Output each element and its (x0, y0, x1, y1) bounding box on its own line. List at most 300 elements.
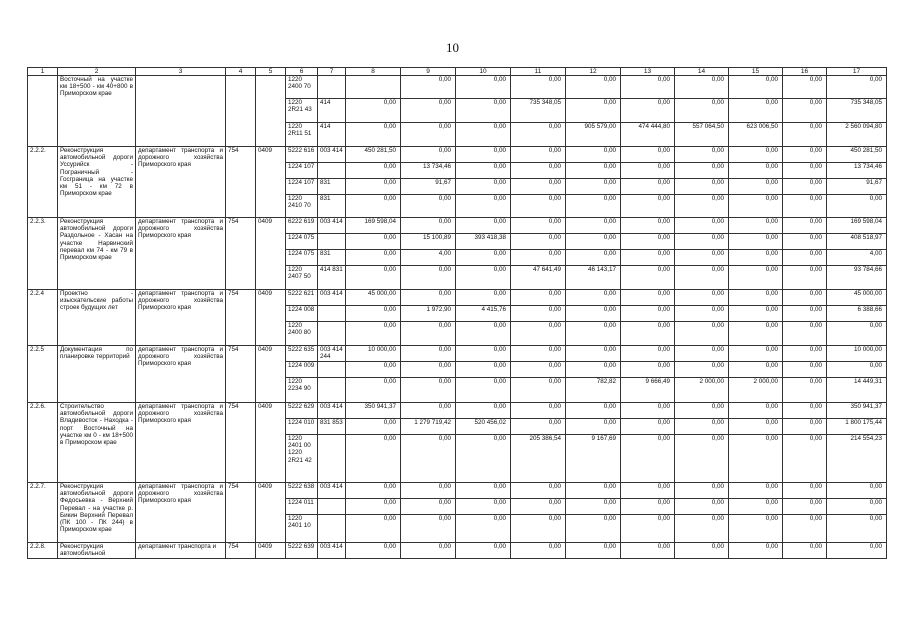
amount-cell: 9 167,69 (566, 435, 621, 483)
table-row (28, 290, 887, 306)
amount-cell: 0,00 (511, 499, 566, 515)
amount-cell: 0,00 (621, 290, 675, 306)
amount-cell: 0,00 (827, 195, 887, 218)
expense-type (318, 378, 346, 403)
code-section: 0409 (256, 346, 286, 403)
amount-cell: 0,00 (827, 515, 887, 543)
amount-cell: 0,00 (675, 99, 729, 123)
item-number: 2.2.6. (28, 403, 58, 483)
item-number: 2.2.5 (28, 346, 58, 403)
amount-cell: 0,00 (346, 195, 401, 218)
amount-cell: 13 734,46 (401, 163, 456, 179)
amount-cell: 905 579,00 (566, 123, 621, 147)
amount-cell: 4,00 (827, 250, 887, 266)
code-section (256, 76, 286, 147)
item-number: 2.2.3. (28, 218, 58, 290)
target-code: 1224 010 (286, 419, 318, 435)
expense-type: 831 (318, 250, 346, 266)
code-grbs: 754 (226, 290, 256, 346)
amount-cell: 0,00 (566, 362, 621, 378)
amount-cell: 0,00 (346, 378, 401, 403)
expense-type: 003 414 (318, 147, 346, 163)
target-code: 1224 011 (286, 499, 318, 515)
amount-cell: 0,00 (346, 515, 401, 543)
amount-cell: 0,00 (401, 346, 456, 362)
code-section: 0409 (256, 403, 286, 483)
amount-cell: 91,67 (401, 179, 456, 195)
amount-cell: 0,00 (675, 76, 729, 99)
amount-cell: 0,00 (621, 515, 675, 543)
amount-cell: 0,00 (456, 218, 511, 234)
amount-cell: 0,00 (675, 403, 729, 419)
amount-cell: 6 388,66 (827, 306, 887, 322)
amount-cell: 0,00 (783, 378, 827, 403)
amount-cell: 0,00 (566, 499, 621, 515)
expense-type (318, 515, 346, 543)
amount-cell: 0,00 (729, 290, 783, 306)
column-header: 10 (456, 68, 511, 76)
amount-cell: 0,00 (729, 147, 783, 163)
amount-cell: 0,00 (401, 290, 456, 306)
column-header: 6 (286, 68, 318, 76)
amount-cell: 0,00 (511, 163, 566, 179)
amount-cell: 0,00 (456, 179, 511, 195)
amount-cell: 1 972,90 (401, 306, 456, 322)
amount-cell: 0,00 (783, 543, 827, 559)
amount-cell: 0,00 (783, 346, 827, 362)
target-code: 6222 619 (286, 218, 318, 234)
target-code: 1220 2400 70 (286, 76, 318, 99)
amount-cell: 474 444,80 (621, 123, 675, 147)
item-number: 2.2.7. (28, 483, 58, 543)
amount-cell: 0,00 (401, 499, 456, 515)
target-code: 1220 2400 80 (286, 322, 318, 346)
item-name: Строительство автомобильной дороги Владивосток - Находка - порт Восточный на участке км 0 - км 18+500 в Приморском крае (58, 403, 136, 483)
column-header: 1 (28, 68, 58, 76)
amount-cell: 0,00 (729, 435, 783, 483)
expense-type: 831 853 (318, 419, 346, 435)
amount-cell: 0,00 (456, 483, 511, 499)
amount-cell: 0,00 (456, 378, 511, 403)
department (136, 76, 226, 147)
amount-cell: 0,00 (621, 234, 675, 250)
amount-cell: 0,00 (783, 266, 827, 290)
target-code: 1220 2407 50 (286, 266, 318, 290)
table-row (28, 543, 887, 559)
expense-type (318, 322, 346, 346)
amount-cell: 0,00 (456, 403, 511, 419)
amount-cell: 0,00 (675, 346, 729, 362)
expense-type: 003 414 (318, 290, 346, 306)
amount-cell: 0,00 (511, 76, 566, 99)
expense-type: 003 414 (318, 403, 346, 419)
target-code: 1220 2410 70 (286, 195, 318, 218)
target-code: 1224 009 (286, 362, 318, 378)
amount-cell: 0,00 (566, 290, 621, 306)
code-grbs: 754 (226, 543, 256, 559)
amount-cell: 0,00 (346, 322, 401, 346)
amount-cell: 0,00 (401, 99, 456, 123)
amount-cell: 2 000,00 (675, 378, 729, 403)
expense-type: 831 (318, 195, 346, 218)
target-code: 5222 638 (286, 483, 318, 499)
amount-cell: 0,00 (729, 266, 783, 290)
amount-cell: 0,00 (675, 322, 729, 346)
amount-cell: 0,00 (346, 362, 401, 378)
amount-cell: 0,00 (783, 163, 827, 179)
item-number: 2.2.4 (28, 290, 58, 346)
amount-cell: 0,00 (729, 499, 783, 515)
amount-cell: 214 554,23 (827, 435, 887, 483)
amount-cell: 0,00 (346, 234, 401, 250)
amount-cell: 0,00 (566, 147, 621, 163)
header-row (28, 68, 887, 76)
amount-cell: 10 000,00 (827, 346, 887, 362)
item-name: Проектно - изыскательские работы строек будущих лет (58, 290, 136, 346)
column-header: 16 (783, 68, 827, 76)
amount-cell: 0,00 (566, 346, 621, 362)
amount-cell: 0,00 (346, 419, 401, 435)
amount-cell: 393 418,38 (456, 234, 511, 250)
amount-cell: 0,00 (675, 218, 729, 234)
amount-cell: 0,00 (729, 99, 783, 123)
amount-cell: 0,00 (621, 195, 675, 218)
amount-cell: 0,00 (401, 266, 456, 290)
target-code: 1224 107 (286, 179, 318, 195)
expense-type: 003 414 (318, 218, 346, 234)
department: департамент транспорта и дорожного хозяйства Приморского края (136, 218, 226, 290)
code-section: 0409 (256, 543, 286, 559)
department: департамент транспорта и дорожного хозяйства Приморского края (136, 403, 226, 483)
amount-cell: 0,00 (621, 483, 675, 499)
amount-cell: 0,00 (401, 218, 456, 234)
amount-cell: 0,00 (729, 76, 783, 99)
amount-cell: 0,00 (729, 306, 783, 322)
amount-cell: 0,00 (783, 218, 827, 234)
amount-cell: 0,00 (511, 218, 566, 234)
amount-cell: 0,00 (729, 234, 783, 250)
amount-cell: 13 734,46 (827, 163, 887, 179)
target-code: 1220 2234 90 (286, 378, 318, 403)
amount-cell: 0,00 (675, 290, 729, 306)
amount-cell: 0,00 (621, 179, 675, 195)
amount-cell: 205 386,54 (511, 435, 566, 483)
expense-type: 414 831 (318, 266, 346, 290)
amount-cell: 0,00 (566, 163, 621, 179)
amount-cell: 0,00 (456, 362, 511, 378)
amount-cell: 0,00 (675, 306, 729, 322)
table-row (28, 218, 887, 234)
code-section: 0409 (256, 483, 286, 543)
amount-cell: 14 449,31 (827, 378, 887, 403)
amount-cell: 0,00 (566, 483, 621, 499)
amount-cell: 0,00 (456, 163, 511, 179)
amount-cell: 0,00 (783, 250, 827, 266)
amount-cell: 0,00 (729, 218, 783, 234)
amount-cell: 0,00 (346, 306, 401, 322)
column-header: 8 (346, 68, 401, 76)
amount-cell: 0,00 (401, 76, 456, 99)
amount-cell: 0,00 (511, 362, 566, 378)
item-number: 2.2.2. (28, 147, 58, 218)
expense-type: 414 (318, 99, 346, 123)
amount-cell: 0,00 (346, 483, 401, 499)
amount-cell: 0,00 (511, 515, 566, 543)
amount-cell: 0,00 (456, 123, 511, 147)
amount-cell: 0,00 (729, 250, 783, 266)
amount-cell: 4,00 (401, 250, 456, 266)
amount-cell: 0,00 (566, 306, 621, 322)
amount-cell: 0,00 (621, 543, 675, 559)
amount-cell: 0,00 (783, 234, 827, 250)
column-header: 15 (729, 68, 783, 76)
amount-cell: 15 100,89 (401, 234, 456, 250)
amount-cell: 0,00 (783, 99, 827, 123)
amount-cell: 1 279 719,42 (401, 419, 456, 435)
amount-cell: 2 560 094,80 (827, 123, 887, 147)
amount-cell: 0,00 (566, 99, 621, 123)
amount-cell: 0,00 (456, 499, 511, 515)
target-code: 1220 2R11 51 (286, 123, 318, 147)
column-header: 3 (136, 68, 226, 76)
amount-cell: 0,00 (621, 99, 675, 123)
column-header: 11 (511, 68, 566, 76)
amount-cell: 0,00 (401, 543, 456, 559)
amount-cell: 0,00 (346, 266, 401, 290)
amount-cell: 169 598,04 (827, 218, 887, 234)
amount-cell: 0,00 (511, 543, 566, 559)
item-number (28, 76, 58, 147)
amount-cell: 0,00 (675, 195, 729, 218)
expense-type: 831 (318, 179, 346, 195)
amount-cell: 0,00 (675, 266, 729, 290)
amount-cell: 0,00 (511, 306, 566, 322)
column-header: 5 (256, 68, 286, 76)
target-code: 1224 075 (286, 234, 318, 250)
amount-cell: 0,00 (511, 483, 566, 499)
amount-cell: 0,00 (456, 250, 511, 266)
amount-cell: 0,00 (729, 163, 783, 179)
amount-cell: 0,00 (346, 123, 401, 147)
amount-cell: 0,00 (401, 435, 456, 483)
department: департамент транспорта и дорожного хозяйства Приморского края (136, 483, 226, 543)
amount-cell: 0,00 (401, 123, 456, 147)
amount-cell: 0,00 (783, 515, 827, 543)
amount-cell: 0,00 (456, 99, 511, 123)
amount-cell: 0,00 (783, 499, 827, 515)
target-code: 1220 2401 00 1220 2R21 42 (286, 435, 318, 483)
amount-cell: 0,00 (456, 76, 511, 99)
amount-cell: 0,00 (401, 195, 456, 218)
amount-cell: 0,00 (783, 403, 827, 419)
expense-type: 003 414 (318, 483, 346, 499)
amount-cell: 10 000,00 (346, 346, 401, 362)
amount-cell: 45 000,00 (827, 290, 887, 306)
amount-cell: 0,00 (621, 322, 675, 346)
amount-cell: 0,00 (621, 419, 675, 435)
amount-cell: 0,00 (456, 195, 511, 218)
amount-cell (346, 76, 401, 99)
expense-type (318, 499, 346, 515)
code-grbs: 754 (226, 147, 256, 218)
amount-cell: 0,00 (675, 250, 729, 266)
amount-cell: 0,00 (621, 250, 675, 266)
target-code: 1224 107 (286, 163, 318, 179)
amount-cell: 0,00 (675, 147, 729, 163)
amount-cell: 0,00 (827, 543, 887, 559)
amount-cell: 782,82 (566, 378, 621, 403)
amount-cell: 0,00 (675, 499, 729, 515)
amount-cell: 0,00 (511, 378, 566, 403)
amount-cell: 0,00 (729, 515, 783, 543)
table-row (28, 483, 887, 499)
amount-cell: 450 281,50 (346, 147, 401, 163)
amount-cell: 0,00 (729, 362, 783, 378)
amount-cell: 0,00 (511, 195, 566, 218)
amount-cell: 0,00 (827, 322, 887, 346)
amount-cell: 0,00 (346, 163, 401, 179)
expense-type (318, 435, 346, 483)
amount-cell: 45 000,00 (346, 290, 401, 306)
amount-cell: 0,00 (675, 515, 729, 543)
amount-cell: 0,00 (675, 483, 729, 499)
amount-cell: 0,00 (621, 218, 675, 234)
amount-cell: 0,00 (456, 543, 511, 559)
amount-cell: 0,00 (729, 179, 783, 195)
amount-cell: 0,00 (675, 435, 729, 483)
amount-cell: 0,00 (621, 266, 675, 290)
amount-cell: 0,00 (783, 179, 827, 195)
amount-cell: 0,00 (456, 346, 511, 362)
target-code: 1220 2R21 43 (286, 99, 318, 123)
expense-type (318, 163, 346, 179)
amount-cell: 0,00 (401, 322, 456, 346)
amount-cell: 0,00 (566, 250, 621, 266)
amount-cell: 0,00 (566, 515, 621, 543)
target-code: 5222 639 (286, 543, 318, 559)
page-number: 10 (446, 40, 459, 55)
expense-type: 003 414 (318, 543, 346, 559)
code-section: 0409 (256, 290, 286, 346)
expense-type: 414 (318, 123, 346, 147)
amount-cell: 0,00 (783, 195, 827, 218)
amount-cell: 0,00 (511, 234, 566, 250)
amount-cell: 0,00 (621, 499, 675, 515)
item-name: Документация по планировке территорий (58, 346, 136, 403)
amount-cell: 46 143,17 (566, 266, 621, 290)
amount-cell: 0,00 (783, 123, 827, 147)
amount-cell: 350 941,37 (827, 403, 887, 419)
code-grbs: 754 (226, 403, 256, 483)
code-section: 0409 (256, 147, 286, 218)
department: департамент транспорта и дорожного хозяйства Приморского края (136, 346, 226, 403)
amount-cell: 4 415,76 (456, 306, 511, 322)
column-header: 9 (401, 68, 456, 76)
amount-cell: 0,00 (511, 123, 566, 147)
amount-cell: 0,00 (621, 147, 675, 163)
expense-type (318, 306, 346, 322)
amount-cell: 0,00 (566, 218, 621, 234)
amount-cell: 47 641,49 (511, 266, 566, 290)
target-code: 1224 075 (286, 250, 318, 266)
code-grbs: 754 (226, 218, 256, 290)
table-row (28, 346, 887, 362)
amount-cell: 0,00 (621, 403, 675, 419)
amount-cell: 91,67 (827, 179, 887, 195)
amount-cell: 0,00 (566, 419, 621, 435)
amount-cell: 0,00 (346, 179, 401, 195)
amount-cell: 0,00 (566, 195, 621, 218)
amount-cell: 450 281,50 (827, 147, 887, 163)
column-header: 2 (58, 68, 136, 76)
amount-cell: 735 348,05 (511, 99, 566, 123)
amount-cell: 0,00 (401, 362, 456, 378)
amount-cell: 0,00 (675, 419, 729, 435)
amount-cell: 0,00 (401, 483, 456, 499)
target-code: 5222 616 (286, 147, 318, 163)
amount-cell: 0,00 (511, 179, 566, 195)
amount-cell: 169 598,04 (346, 218, 401, 234)
amount-cell: 623 006,50 (729, 123, 783, 147)
amount-cell: 0,00 (827, 499, 887, 515)
column-header: 7 (318, 68, 346, 76)
amount-cell: 0,00 (729, 195, 783, 218)
amount-cell: 0,00 (566, 234, 621, 250)
amount-cell: 0,00 (401, 378, 456, 403)
expense-type (318, 234, 346, 250)
budget-table (27, 67, 887, 559)
amount-cell: 9 666,49 (621, 378, 675, 403)
code-grbs: 754 (226, 346, 256, 403)
amount-cell: 93 784,66 (827, 266, 887, 290)
amount-cell: 0,00 (729, 322, 783, 346)
amount-cell: 0,00 (729, 403, 783, 419)
amount-cell: 0,00 (783, 147, 827, 163)
amount-cell: 0,00 (783, 419, 827, 435)
amount-cell: 735 348,05 (827, 99, 887, 123)
amount-cell: 0,00 (783, 76, 827, 99)
amount-cell: 0,00 (783, 483, 827, 499)
amount-cell: 350 941,37 (346, 403, 401, 419)
target-code: 5222 629 (286, 403, 318, 419)
column-header: 12 (566, 68, 621, 76)
amount-cell: 0,00 (783, 362, 827, 378)
amount-cell: 0,00 (511, 250, 566, 266)
amount-cell: 0,00 (401, 515, 456, 543)
amount-cell: 557 064,50 (675, 123, 729, 147)
amount-cell: 0,00 (783, 290, 827, 306)
amount-cell: 0,00 (511, 290, 566, 306)
amount-cell: 0,00 (566, 543, 621, 559)
department: департамент транспорта и дорожного хозяйства Приморского края (136, 147, 226, 218)
target-code: 1220 2401 10 (286, 515, 318, 543)
target-code: 1224 008 (286, 306, 318, 322)
amount-cell: 0,00 (456, 515, 511, 543)
amount-cell: 520 456,02 (456, 419, 511, 435)
department: департамент транспорта и (136, 543, 226, 559)
amount-cell: 1 800 175,44 (827, 419, 887, 435)
amount-cell: 0,00 (566, 179, 621, 195)
table-row (28, 403, 887, 419)
amount-cell: 408 518,97 (827, 234, 887, 250)
item-name: Реконструкция автомобильной (58, 543, 136, 559)
amount-cell: 0,00 (456, 435, 511, 483)
amount-cell: 0,00 (456, 147, 511, 163)
amount-cell: 0,00 (511, 403, 566, 419)
column-header: 17 (827, 68, 887, 76)
expense-type: 003 414 244 (318, 346, 346, 362)
amount-cell: 0,00 (621, 362, 675, 378)
